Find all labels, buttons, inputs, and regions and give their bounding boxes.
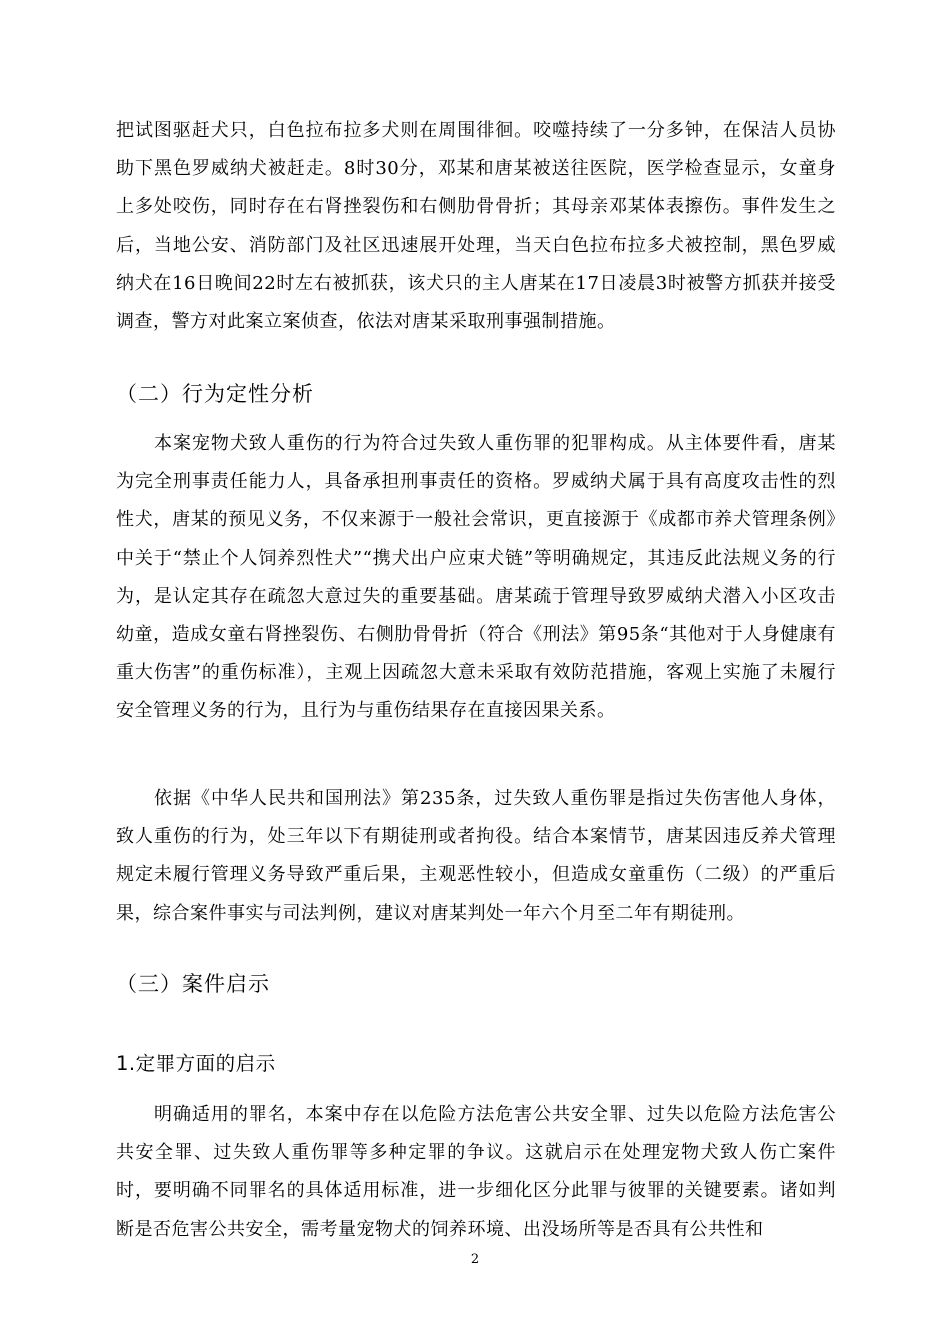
paragraph-text: 明确适用的罪名，本案中存在以危险方法危害公共安全罪、过失以危险方法危害公共安全罪、过失致人重伤罪等多种定罪的争议。这就启示在处理宠物犬致人伤亡案件时，要明确不同罪名的具体适用标准，进一步细化区分此罪与彼罪的关键要素。诸如判断是否危害公共安全，需考量宠物犬的饲养环境、出没场所等是否具有公共性和 xyxy=(116,1104,836,1240)
section-heading-3: （三）案件启示 xyxy=(116,972,270,996)
paragraph-text: 依据《中华人民共和国刑法》第235条，过失致人重伤罪是指过失伤害他人身体，致人重伤的行为，处三年以下有期徒刑或者拘役。结合本案情节，唐某因违反养犬管理规定未履行管理义务导致严重后果，主观恶性较小，但造成女童重伤（二级）的严重后果，综合案件事实与司法判例，建议对唐某判处一年六个月至二年有期徒刑。 xyxy=(116,788,836,924)
paragraph-text: 本案宠物犬致人重伤的行为符合过失致人重伤罪的犯罪构成。从主体要件看，唐某为完全刑事责任能力人，具备承担刑事责任的资格。罗威纳犬属于具有高度攻击性的烈性犬，唐某的预见义务，不仅来源于一般社会常识，更直接源于《成都市养犬管理条例》中关于“禁止个人饲养烈性犬”“携犬出户应束犬链”等明确规定，其违反此法规义务的行为，是认定其存在疏忽大意过失的重要基础。唐某疏于管理导致罗威纳犬潜入小区攻击幼童，造成女童右肾挫裂伤、右侧肋骨骨折（符合《刑法》第95条“其他对于人身健康有重大伤害”的重伤标准），主观上因疏忽大意未采取有效防范措施，客观上实施了未履行安全管理义务的行为，且行为与重伤结果存在直接因果关系。 xyxy=(116,433,836,722)
subsection-heading-1: 1.定罪方面的启示 xyxy=(116,1052,276,1075)
paragraph-continued xyxy=(116,112,836,341)
subsection-1-paragraph-1 xyxy=(116,1096,836,1249)
paragraph-text: 把试图驱赶犬只，白色拉布拉多犬则在周围徘徊。咬噬持续了一分多钟，在保洁人员协助下黑色罗威纳犬被赶走。8时30分，邓某和唐某被送往医院，医学检查显示，女童身上多处咬伤，同时存在右肾挫裂伤和右侧肋骨骨折；其母亲邓某体表擦伤。事件发生之后，当地公安、消防部门及社区迅速展开处理，当天白色拉布拉多犬被控制，黑色罗威纳犬在16日晚间22时左右被抓获，该犬只的主人唐某在17日凌晨3时被警方抓获并接受调查，警方对此案立案侦查，依法对唐某采取刑事强制措施。 xyxy=(116,120,836,333)
section-heading-2: （二）行为定性分析 xyxy=(116,382,314,406)
section-2-paragraph-2 xyxy=(116,780,836,933)
page-number: 2 xyxy=(470,1252,480,1267)
section-2-paragraph-1 xyxy=(116,425,836,731)
